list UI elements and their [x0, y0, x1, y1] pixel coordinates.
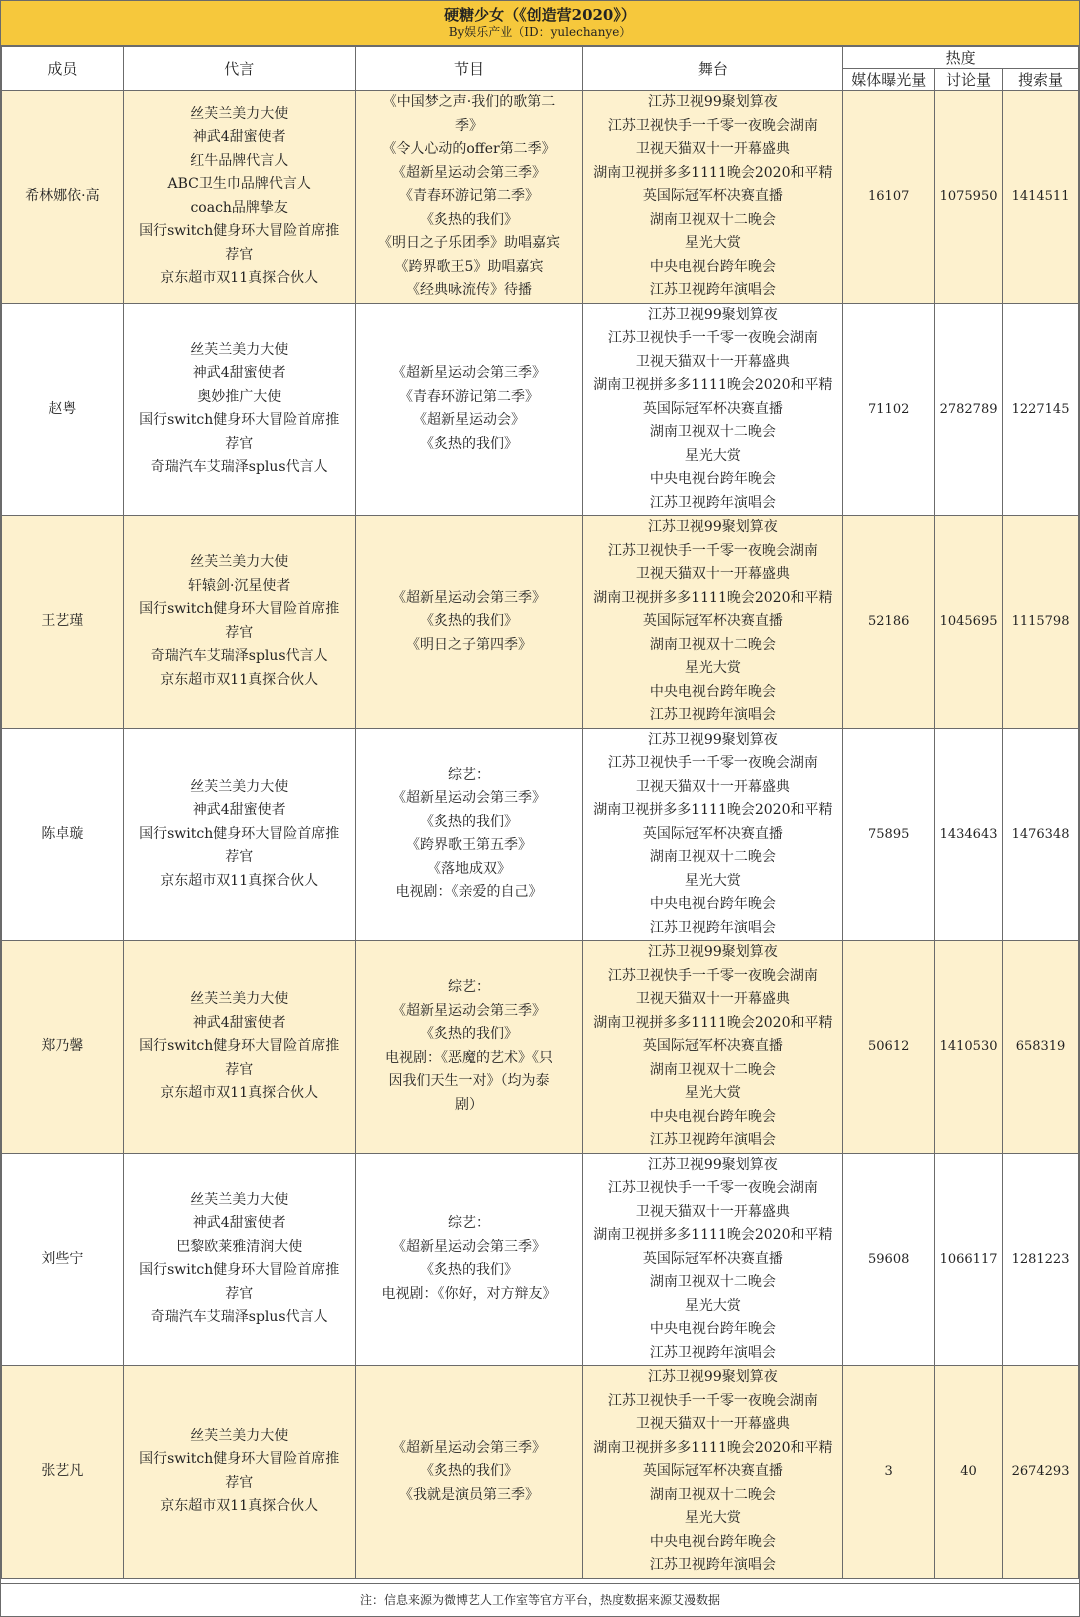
- media-exposure-cell: [843, 1153, 935, 1366]
- member-name-cell: [2, 303, 124, 516]
- stages-cell: [583, 1153, 843, 1366]
- cell-line: 荐官: [225, 1061, 254, 1078]
- cell-line: coach品牌挚友: [190, 199, 288, 216]
- search-value: 1115798: [1011, 614, 1070, 629]
- cell-line: 电视剧：《你好，对方辩友》: [381, 1285, 557, 1302]
- search-cell: [1003, 1153, 1079, 1366]
- search-cell: [1003, 941, 1079, 1154]
- member-name-cell: [2, 91, 124, 304]
- footer-note: 注：信息来源为微博艺人工作室等官方平台，热度数据来源艾漫数据: [1, 1583, 1079, 1616]
- cell-line: 《青春环游记第二季》: [399, 388, 540, 405]
- discussion-cell: [935, 1153, 1003, 1366]
- cell-line: ABC卫生巾品牌代言人: [167, 176, 311, 193]
- cell-line: 江苏卫视快手一千零一夜晚会湖南: [607, 117, 818, 134]
- header-shows: 节目: [355, 47, 583, 91]
- cell-line: 综艺：: [448, 766, 491, 783]
- cell-line: 卫视天猫双十一开幕盛典: [635, 141, 790, 157]
- table-row: [2, 1153, 1079, 1366]
- header-discussion: 讨论量: [935, 69, 1003, 91]
- cell-line: 《炙热的我们》: [420, 1262, 519, 1279]
- cell-line: 综艺：: [448, 979, 491, 996]
- media-exposure-cell: [843, 1366, 935, 1579]
- search-value: 1227145: [1011, 401, 1070, 417]
- cell-line: 荐官: [225, 435, 254, 452]
- table-row: [2, 516, 1079, 729]
- cell-line: 《炙热的我们》: [420, 435, 519, 452]
- cell-line: 湖南卫视双十二晚会: [649, 1486, 776, 1503]
- search-cell: [1003, 728, 1079, 941]
- endorsements-cell: [123, 1153, 355, 1366]
- cell-line: 湖南卫视双十二晚会: [649, 1274, 776, 1290]
- cell-line: 奇瑞汽车艾瑞泽splus代言人: [150, 459, 328, 476]
- header-media-exposure: 媒体曝光量: [843, 69, 935, 91]
- cell-line: 江苏卫视99聚划算夜: [647, 944, 778, 960]
- media-exposure-cell: [843, 303, 935, 516]
- cell-line: 江苏卫视跨年演唱会: [649, 282, 776, 298]
- discussion-cell: [935, 516, 1003, 729]
- cell-line: 江苏卫视快手一千零一夜晚会湖南: [607, 967, 818, 984]
- cell-line: 丝芙兰美力大使: [190, 341, 289, 358]
- search-cell: [1003, 91, 1079, 304]
- cell-line: 电视剧：《亲爱的自己》: [395, 884, 543, 901]
- discussion-value: 1434643: [939, 826, 998, 842]
- shows-cell: [355, 303, 583, 516]
- header-stages: 舞台: [583, 47, 843, 91]
- table-row: [2, 1366, 1079, 1579]
- cell-line: 《超新星运动会第三季》: [392, 1002, 547, 1019]
- cell-line: 《炙热的我们》: [420, 613, 519, 629]
- cell-line: 湖南卫视拼多多1111晚会2020和平精: [593, 164, 833, 181]
- media-exposure-value: 50612: [868, 1039, 910, 1054]
- cell-line: 荐官: [225, 1285, 254, 1302]
- discussion-cell: [935, 941, 1003, 1154]
- media-exposure-cell: [843, 516, 935, 729]
- cell-line: 江苏卫视99聚划算夜: [647, 1156, 778, 1173]
- cell-line: 中央电视台跨年晚会: [649, 258, 776, 275]
- member-name: 王艺瑾: [41, 613, 84, 629]
- cell-line: 国行switch健身环大冒险首席推: [139, 1038, 340, 1054]
- cell-line: 英国际冠军杯决赛直播: [642, 613, 783, 629]
- cell-line: 《炙热的我们》: [420, 211, 519, 228]
- cell-line: 卫视天猫双十一开幕盛典: [635, 1416, 790, 1432]
- cell-line: 湖南卫视双十二晚会: [649, 636, 776, 653]
- cell-line: 国行switch健身环大冒险首席推: [139, 223, 340, 240]
- discussion-value: 1410530: [939, 1039, 998, 1054]
- stages-cell: [583, 1366, 843, 1579]
- cell-line: 神武4甜蜜使者: [192, 365, 286, 382]
- cell-line: 江苏卫视快手一千零一夜晚会湖南: [607, 542, 818, 559]
- table-row: [2, 303, 1079, 516]
- cell-line: 中央电视台跨年晚会: [649, 1108, 776, 1125]
- cell-line: 江苏卫视快手一千零一夜晚会湖南: [607, 755, 818, 771]
- cell-line: 湖南卫视拼多多1111晚会2020和平精: [593, 589, 833, 606]
- search-value: 1414511: [1011, 189, 1070, 204]
- cell-line: 卫视天猫双十一开幕盛典: [635, 353, 790, 370]
- discussion-cell: [935, 303, 1003, 516]
- discussion-cell: [935, 1366, 1003, 1579]
- stages-cell: [583, 941, 843, 1154]
- cell-line: 江苏卫视99聚划算夜: [647, 731, 778, 748]
- cell-line: 江苏卫视跨年演唱会: [649, 919, 776, 936]
- cell-line: 丝芙兰美力大使: [190, 991, 289, 1007]
- cell-line: 丝芙兰美力大使: [190, 105, 289, 122]
- search-value: 1281223: [1011, 1251, 1070, 1267]
- member-name-cell: [2, 1366, 124, 1579]
- search-value: 1476348: [1011, 826, 1070, 842]
- endorsements-cell: [123, 303, 355, 516]
- member-name-cell: [2, 516, 124, 729]
- cell-line: 星光大赏: [684, 447, 741, 464]
- cell-line: 《中国梦之声·我们的歌第二: [382, 94, 556, 110]
- cell-line: 国行switch健身环大冒险首席推: [139, 601, 340, 618]
- table-body: [2, 91, 1079, 1579]
- table-row: [2, 728, 1079, 941]
- cell-line: 京东超市双11真探合伙人: [160, 270, 319, 287]
- cell-line: 季》: [455, 117, 484, 134]
- header-heat: 热度: [843, 47, 1079, 69]
- shows-cell: [355, 1153, 583, 1366]
- cell-line: 英国际冠军杯决赛直播: [642, 400, 783, 417]
- cell-line: 星光大赏: [684, 1085, 741, 1101]
- cell-line: 星光大赏: [684, 872, 741, 889]
- cell-line: 中央电视台跨年晚会: [649, 1533, 776, 1550]
- media-exposure-value: 3: [884, 1464, 893, 1479]
- stages-cell: [583, 728, 843, 941]
- search-cell: [1003, 1366, 1079, 1579]
- shows-cell: [355, 728, 583, 941]
- cell-line: 《令人心动的offer第二季》: [382, 141, 556, 157]
- media-exposure-cell: [843, 941, 935, 1154]
- cell-line: 江苏卫视跨年演唱会: [649, 707, 776, 723]
- stages-cell: [583, 516, 843, 729]
- cell-line: 星光大赏: [684, 660, 741, 676]
- cell-line: 京东超市双11真探合伙人: [160, 872, 319, 889]
- header-member: 成员: [2, 47, 124, 91]
- discussion-value: 2782789: [939, 401, 998, 417]
- discussion-value: 1045695: [939, 614, 998, 629]
- endorsements-cell: [123, 941, 355, 1154]
- cell-line: 巴黎欧莱雅清润大使: [176, 1238, 303, 1255]
- cell-line: 《超新星运动会第三季》: [392, 1439, 547, 1456]
- page-title: 硬糖少女（《创造营2020》）: [444, 6, 636, 24]
- cell-line: 英国际冠军杯决赛直播: [642, 1038, 783, 1054]
- cell-line: 神武4甜蜜使者: [192, 802, 286, 818]
- cell-line: 湖南卫视拼多多1111晚会2020和平精: [593, 377, 833, 393]
- cell-line: 丝芙兰美力大使: [190, 1191, 289, 1208]
- members-table: [1, 46, 1079, 1579]
- cell-line: 江苏卫视跨年演唱会: [649, 1557, 776, 1573]
- discussion-cell: [935, 728, 1003, 941]
- cell-line: 《明日之子第四季》: [406, 636, 533, 653]
- cell-line: 江苏卫视跨年演唱会: [649, 494, 776, 511]
- cell-line: 湖南卫视拼多多1111晚会2020和平精: [593, 1227, 833, 1243]
- search-cell: [1003, 516, 1079, 729]
- member-name: 赵粤: [48, 400, 77, 417]
- search-value: 2674293: [1011, 1464, 1070, 1479]
- cell-line: 《超新星运动会第三季》: [392, 589, 547, 606]
- cell-line: 京东超市双11真探合伙人: [160, 1085, 319, 1101]
- cell-line: 奇瑞汽车艾瑞泽splus代言人: [150, 1309, 328, 1326]
- table-row: [2, 941, 1079, 1154]
- cell-line: 国行switch健身环大冒险首席推: [139, 1262, 340, 1279]
- cell-line: 《超新星运动会第三季》: [392, 164, 547, 181]
- table-row: [2, 91, 1079, 304]
- cell-line: 剧）: [455, 1096, 484, 1113]
- cell-line: 湖南卫视双十二晚会: [649, 849, 776, 865]
- cell-line: 星光大赏: [684, 1297, 741, 1314]
- discussion-value: 1066117: [939, 1251, 998, 1267]
- cell-line: 轩辕剑·沉星使者: [187, 577, 291, 594]
- cell-line: 《超新星运动会第三季》: [392, 365, 547, 382]
- cell-line: 卫视天猫双十一开幕盛典: [635, 1203, 790, 1220]
- cell-line: 荐官: [225, 849, 254, 865]
- cell-line: 电视剧：《恶魔的艺术》《只: [385, 1049, 554, 1066]
- search-value: 658319: [1015, 1039, 1066, 1054]
- cell-line: 江苏卫视99聚划算夜: [647, 1369, 778, 1385]
- cell-line: 中央电视台跨年晚会: [649, 896, 776, 912]
- media-exposure-cell: [843, 91, 935, 304]
- cell-line: 丝芙兰美力大使: [190, 554, 289, 571]
- cell-line: 《跨界歌王第五季》: [406, 837, 533, 854]
- title-bar: [1, 1, 1079, 46]
- cell-line: 荐官: [225, 246, 254, 263]
- shows-cell: [355, 516, 583, 729]
- member-name-cell: [2, 1153, 124, 1366]
- cell-line: 国行switch健身环大冒险首席推: [139, 412, 340, 429]
- header-endorsements: 代言: [123, 47, 355, 91]
- cell-line: 星光大赏: [684, 1510, 741, 1526]
- media-exposure-value: 75895: [868, 826, 910, 842]
- cell-line: 《经典咏流传》待播: [406, 282, 533, 298]
- cell-line: 湖南卫视双十二晚会: [649, 1061, 776, 1078]
- cell-line: 《炙热的我们》: [420, 1463, 519, 1479]
- cell-line: 京东超市双11真探合伙人: [160, 671, 319, 688]
- cell-line: 江苏卫视快手一千零一夜晚会湖南: [607, 1392, 818, 1409]
- cell-line: 江苏卫视99聚划算夜: [647, 306, 778, 323]
- cell-line: 湖南卫视拼多多1111晚会2020和平精: [593, 802, 833, 818]
- cell-line: 《超新星运动会第三季》: [392, 790, 547, 807]
- cell-line: 《明日之子乐团季》助唱嘉宾: [378, 235, 561, 251]
- cell-line: 《超新星运动会》: [413, 412, 526, 429]
- cell-line: 荐官: [225, 624, 254, 641]
- discussion-cell: [935, 91, 1003, 304]
- cell-line: 荐官: [225, 1474, 254, 1491]
- cell-line: 中央电视台跨年晚会: [649, 471, 776, 487]
- shows-cell: [355, 91, 583, 304]
- endorsements-cell: [123, 91, 355, 304]
- search-cell: [1003, 303, 1079, 516]
- cell-line: 神武4甜蜜使者: [192, 1014, 286, 1031]
- page-subtitle: By娱乐产业（ID：yulechanye）: [448, 25, 632, 39]
- member-name: 郑乃馨: [41, 1038, 84, 1054]
- cell-line: 江苏卫视99聚划算夜: [647, 94, 778, 110]
- cell-line: 国行switch健身环大冒险首席推: [139, 825, 340, 842]
- media-exposure-value: 16107: [868, 189, 910, 204]
- stages-cell: [583, 303, 843, 516]
- cell-line: 湖南卫视拼多多1111晚会2020和平精: [593, 1439, 833, 1456]
- media-exposure-value: 59608: [868, 1251, 910, 1267]
- cell-line: 《我就是演员第三季》: [399, 1486, 540, 1503]
- cell-line: 英国际冠军杯决赛直播: [642, 1463, 783, 1479]
- cell-line: 湖南卫视双十二晚会: [649, 424, 776, 440]
- member-name: 刘些宁: [41, 1250, 84, 1267]
- cell-line: 卫视天猫双十一开幕盛典: [635, 778, 790, 795]
- endorsements-cell: [123, 516, 355, 729]
- shows-cell: [355, 941, 583, 1154]
- stages-cell: [583, 91, 843, 304]
- cell-line: 丝芙兰美力大使: [190, 1427, 289, 1444]
- cell-line: 奥妙推广大使: [197, 388, 282, 405]
- cell-line: 《炙热的我们》: [420, 1026, 519, 1043]
- cell-line: 国行switch健身环大冒险首席推: [139, 1451, 340, 1468]
- cell-line: 江苏卫视跨年演唱会: [649, 1344, 776, 1361]
- cell-line: 江苏卫视跨年演唱会: [649, 1132, 776, 1148]
- media-exposure-value: 71102: [868, 401, 910, 417]
- discussion-value: 40: [960, 1464, 977, 1479]
- cell-line: 星光大赏: [684, 235, 741, 251]
- header-search: 搜索量: [1003, 69, 1079, 91]
- cell-line: 神武4甜蜜使者: [192, 129, 286, 146]
- cell-line: 卫视天猫双十一开幕盛典: [635, 991, 790, 1007]
- shows-cell: [355, 1366, 583, 1579]
- endorsements-cell: [123, 1366, 355, 1579]
- media-exposure-value: 52186: [868, 614, 910, 629]
- cell-line: 京东超市双11真探合伙人: [160, 1498, 319, 1515]
- cell-line: 江苏卫视快手一千零一夜晚会湖南: [607, 1180, 818, 1196]
- cell-line: 红牛品牌代言人: [190, 152, 289, 169]
- cell-line: 湖南卫视双十二晚会: [649, 211, 776, 228]
- cell-line: 丝芙兰美力大使: [190, 778, 289, 795]
- cell-line: 神武4甜蜜使者: [192, 1215, 286, 1232]
- cell-line: 英国际冠军杯决赛直播: [642, 188, 783, 204]
- cell-line: 《落地成双》: [427, 860, 512, 877]
- cell-line: 江苏卫视99聚划算夜: [647, 519, 778, 535]
- member-name: 陈卓璇: [41, 825, 84, 842]
- cell-line: 综艺：: [448, 1215, 491, 1232]
- cell-line: 英国际冠军杯决赛直播: [642, 825, 783, 842]
- cell-line: 湖南卫视拼多多1111晚会2020和平精: [593, 1014, 833, 1031]
- cell-line: 卫视天猫双十一开幕盛典: [635, 566, 790, 582]
- cell-line: 江苏卫视快手一千零一夜晚会湖南: [607, 330, 818, 346]
- cell-line: 中央电视台跨年晚会: [649, 1321, 776, 1337]
- member-name: 张艺凡: [41, 1463, 84, 1479]
- endorsements-cell: [123, 728, 355, 941]
- cell-line: 《青春环游记第二季》: [399, 188, 540, 204]
- member-name-cell: [2, 941, 124, 1154]
- member-name-cell: [2, 728, 124, 941]
- cell-line: 因我们天生一对》（均为泰: [388, 1073, 550, 1090]
- cell-line: 《炙热的我们》: [420, 813, 519, 830]
- cell-line: 奇瑞汽车艾瑞泽splus代言人: [150, 648, 328, 665]
- cell-line: 《跨界歌王5》助唱嘉宾: [394, 258, 544, 275]
- cell-line: 英国际冠军杯决赛直播: [642, 1250, 783, 1267]
- discussion-value: 1075950: [939, 189, 998, 204]
- cell-line: 中央电视台跨年晚会: [649, 683, 776, 700]
- cell-line: 《超新星运动会第三季》: [392, 1238, 547, 1255]
- member-name: 希林娜依·高: [25, 188, 100, 204]
- media-exposure-cell: [843, 728, 935, 941]
